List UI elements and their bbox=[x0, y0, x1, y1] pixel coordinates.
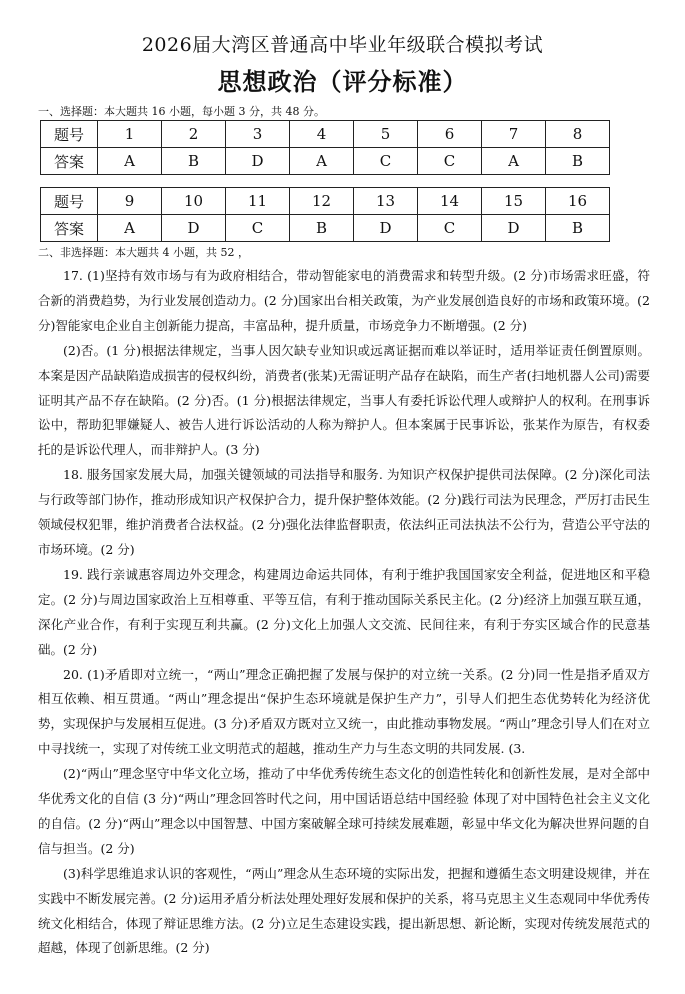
answer-row bbox=[41, 148, 610, 175]
answer-letter: A bbox=[98, 148, 162, 175]
subject-title: 思想政治（评分标准） bbox=[217, 68, 468, 96]
answer-table-2 bbox=[40, 187, 610, 242]
question-number: 1 bbox=[98, 121, 162, 148]
question-number: 3 bbox=[226, 121, 290, 148]
answer-table-1 bbox=[40, 120, 610, 175]
answer-letter: D bbox=[354, 215, 418, 242]
answer-letter: D bbox=[226, 148, 290, 175]
answer-letter: C bbox=[418, 215, 482, 242]
answer-letter: B bbox=[546, 148, 610, 175]
exam-title: 2026届大湾区普通高中毕业年级联合模拟考试 bbox=[141, 34, 544, 56]
answer-paragraph-20-3: (3)科学思维追求认识的客观性，“两山”理念从生态环境的实际出发，把握和遵循生态文明建设规律，并在实践中不断发展完善。(2 分)运用矛盾分析法处理处理好发展和保护的关系，将马克思主义生态观同中华优秀传统文化相结合，体现了辩证思维方法。(2 分)立足生态建设实践，提出新思想、新论断，实现对传统发展范式的超越，体现了创新思维。(2 分) bbox=[38, 865, 650, 956]
answer-letter: A bbox=[98, 215, 162, 242]
answer-paragraph-20-1: 20. (1)矛盾即对立统一，“两山”理念正确把握了发展与保护的对立统一关系。(2 分)同一性是指矛盾双方相互依赖、相互贯通。“两山”理念提出“保护生态环境就是保护生产力”，引导人们把生态优势转化为经济优势，实现保护与发展相互促进。(3 分)矛盾双方既对立又统一，由此推动事物发展。“两山”理念引导人们在对立中寻找统一，实现了对传统工业文明范式的超越，推动生产力与生态文明的共同发展. (3. bbox=[38, 666, 650, 757]
answer-letter: C bbox=[418, 148, 482, 175]
question-number: 5 bbox=[354, 121, 418, 148]
question-number: 2 bbox=[162, 121, 226, 148]
question-number: 12 bbox=[290, 188, 354, 215]
answer-paragraph-19: 19. 践行亲诚惠容周边外交理念，构建周边命运共同体，有利于维护我国国家安全利益，促进地区和平稳定。(2 分)与周边国家政治上互相尊重、平等互信，有利于推动国际关系民主化。(2 分)经济上加强互联互通，深化产业合作，有利于实现互利共赢。(2 分)文化上加强人文交流、民间往来，有利于夯实区域合作的民意基础。(2 分) bbox=[38, 566, 650, 657]
question-row bbox=[41, 188, 610, 215]
question-number: 15 bbox=[482, 188, 546, 215]
question-number: 7 bbox=[482, 121, 546, 148]
row-label-answer: 答案 bbox=[41, 148, 98, 175]
answer-paragraph-18: 18. 服务国家发展大局，加强关键领域的司法指导和服务. 为知识产权保护提供司法保障。(2 分)深化司法与行政等部门协作，推动形成知识产权保护合力，提升保护整体效能。(2 分)践行司法为民理念，严厉打击民生领域侵权犯罪，维护消费者合法权益。(2 分)强化法律监督职责，依法纠正司法执法不公行为，营造公平守法的市场环境。(2 分) bbox=[38, 467, 650, 557]
answer-paragraph-17-1: 17. (1)坚持有效市场与有为政府相结合，带动智能家电的消费需求和转型升级。(2 分)市场需求旺盛，符合新的消费趋势，为行业发展创造动力。(2 分)国家出台相关政策，为产业发展创造良好的市场和政策环境。(2 分)智能家电企业自主创新能力提高，丰富品种，提升质量，市场竞争力不断增强。(2 分) bbox=[38, 268, 650, 333]
answer-letter: B bbox=[546, 215, 610, 242]
question-number: 16 bbox=[546, 188, 610, 215]
answer-letter: B bbox=[290, 215, 354, 242]
question-number: 9 bbox=[98, 188, 162, 215]
answer-body bbox=[38, 264, 650, 961]
section1-heading: 一、选择题：本大题共 16 小题，每小题 3 分，共 48 分。 bbox=[38, 105, 325, 118]
question-number: 13 bbox=[354, 188, 418, 215]
row-label-question: 题号 bbox=[41, 188, 98, 215]
question-number: 14 bbox=[418, 188, 482, 215]
answer-letter: D bbox=[482, 215, 546, 242]
answer-paragraph-20-2: (2)“两山”理念坚守中华文化立场，推动了中华优秀传统生态文化的创造性转化和创新性发展，是对全部中华优秀文化的自信 (3 分)“两山”理念回答时代之问，用中国话语总结中国经验 体现了对中国特色社会主义文化的自信。(2 分)“两山”理念以中国智慧、中国方案破解全球可持续发展难题，彰显中华文化为解决世界问题的自信与担当。(2 分) bbox=[38, 766, 650, 856]
answer-paragraph-17-2: (2)否。(1 分)根据法律规定，当事人因欠缺专业知识或远离证据而难以举证时，适用举证责任倒置原则。本案是因产品缺陷造成损害的侵权纠纷，消费者(张某)无需证明产品存在缺陷，而生产者(扫地机器人公司)需要证明其产品不存在缺陷。(2 分)否。(1 分)根据法律规定，当事人有委托诉讼代理人或辩护人的权利。在刑事诉讼中，帮助犯罪嫌疑人、被告人进行诉讼活动的人称为辩护人。但本案属于民事诉讼，张某作为原告，有权委托的是诉讼代理人，而非辩护人。(3 分) bbox=[38, 342, 650, 458]
answer-letter: A bbox=[482, 148, 546, 175]
section2-heading: 二、非选择题：本大题共 4 小题，共 52 ， bbox=[38, 246, 249, 259]
question-row bbox=[41, 121, 610, 148]
question-number: 11 bbox=[226, 188, 290, 215]
answer-letter: B bbox=[162, 148, 226, 175]
answer-letter: D bbox=[162, 215, 226, 242]
question-number: 10 bbox=[162, 188, 226, 215]
row-label-answer: 答案 bbox=[41, 215, 98, 242]
answer-letter: C bbox=[354, 148, 418, 175]
row-label-question: 题号 bbox=[41, 121, 98, 148]
question-number: 6 bbox=[418, 121, 482, 148]
question-number: 4 bbox=[290, 121, 354, 148]
question-number: 8 bbox=[546, 121, 610, 148]
answer-letter: C bbox=[226, 215, 290, 242]
answer-row bbox=[41, 215, 610, 242]
answer-letter: A bbox=[290, 148, 354, 175]
